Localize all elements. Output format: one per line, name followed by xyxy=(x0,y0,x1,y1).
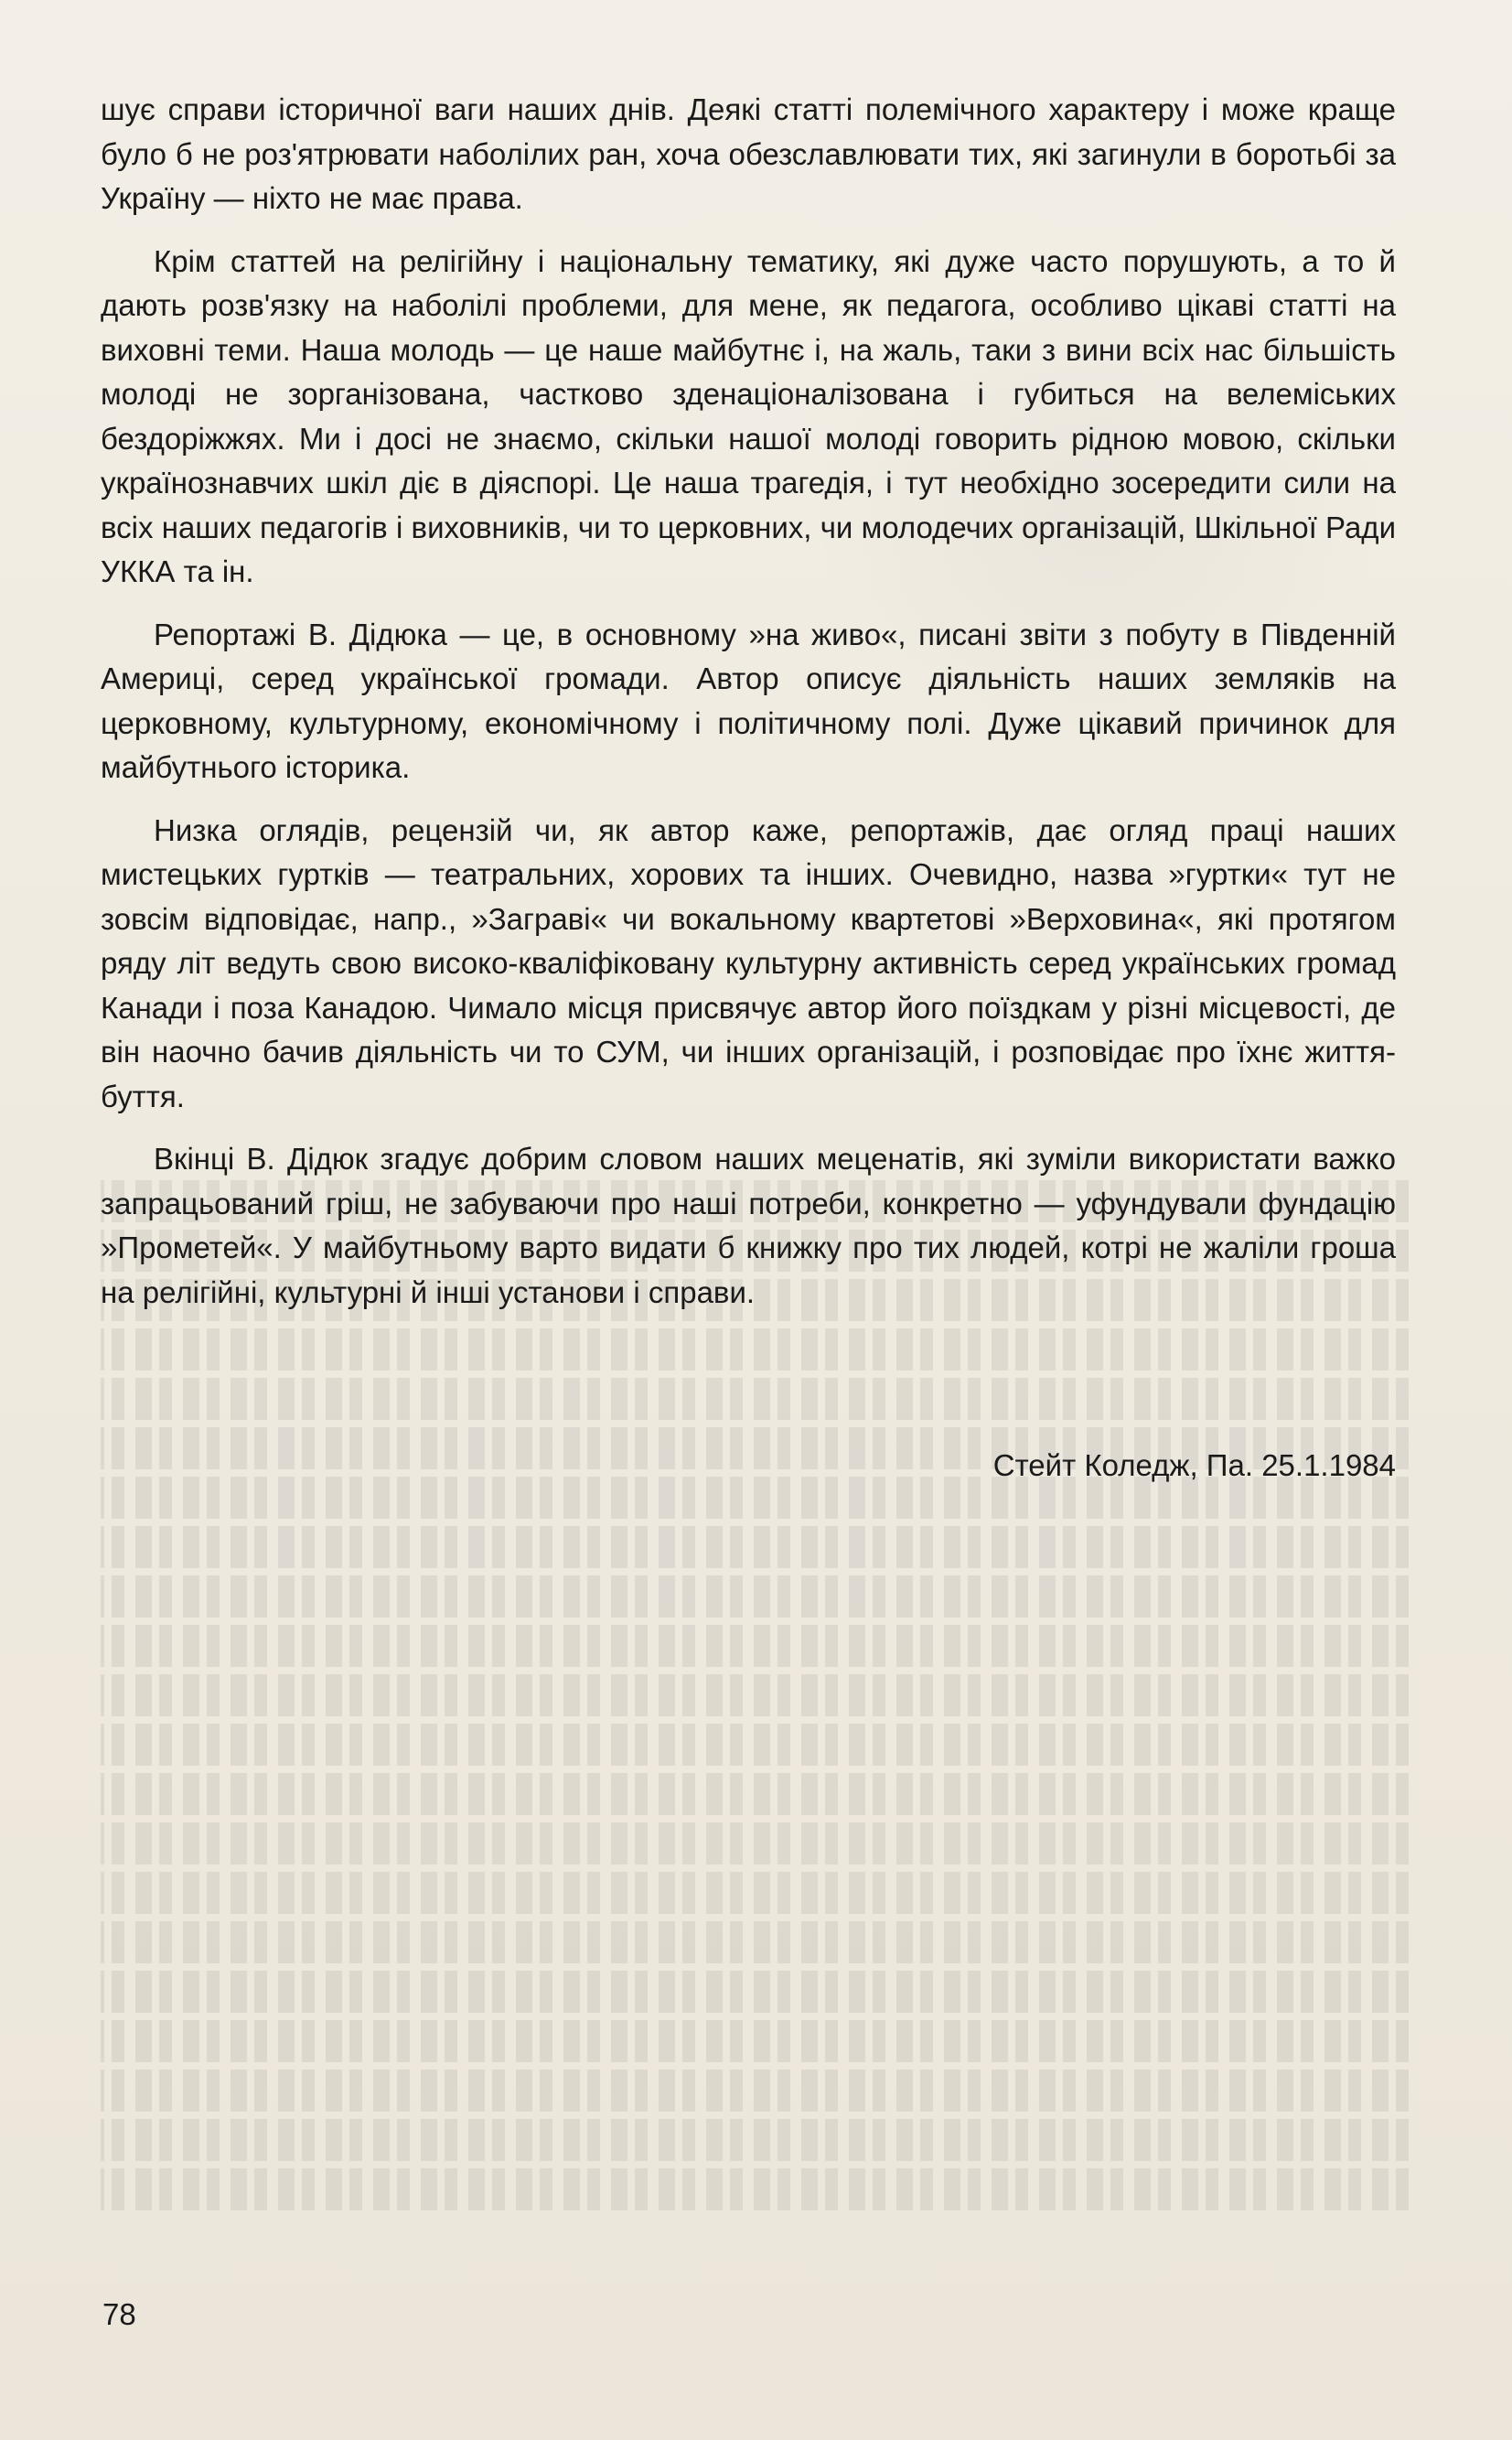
paragraph-religion-education: Крім статтей на релігійну і національну тематику, які дуже часто порушують, а то й дають розв'язку на наболілі проблеми, для мене, як педагога, особливо цікаві статті на виховні теми. Наша молодь — це наше майбутнє і, на жаль, таки з вини всіх нас більшість молоді не зорганізована, частково зденаціоналізована і губиться на велеміських бездоріжжях. Ми і досі не знаємо, скільки нашої молоді говорить рідною мовою, скільки українознавчих шкіл діє в діяспорі. Це наша трагедія, і тут необхідно зосередити сили на всіх наших педагогів і виховників, чи то церковних, чи молодечих організацій, Шкільної Ради УККА та ін. xyxy=(101,243,1396,588)
paragraph-patrons: Вкінці В. Дідюк згадує добрим словом наших меценатів, які зуміли використати важко запрацьований гріш, не забуваючи про наші потреби, конкретно — уфундували фундацію »Прометей«. У майбутньому варто видати б книжку про тих людей, котрі не жаліли гроша на релігійні, культурні й інші установи і справи. xyxy=(101,1142,1396,1309)
paragraph-continued: шує справи історичної ваги наших днів. Деякі статті полемічного характеру і може краще було б не роз'ятрювати наболілих ран, хоча обезславлювати тих, які загинули в боротьбі за Україну — ніхто не має права. xyxy=(101,92,1396,215)
paragraph-reviews: Низка оглядів, рецензій чи, як автор каже, репортажів, дає огляд праці наших мистецьких гуртків — театральних, хорових та інших. Очевидно, назва »гуртки« тут не зовсім відповідає, напр., »Заграві« чи вокальному квартетові »Верховина«, які протягом ряду літ ведуть свою високо-кваліфіковану культурну активність серед українських громад Канади і поза Канадою. Чимало місця присвячує автор його поїздкам у різні місцевості, де він наочно бачив діяльність чи то СУМ, чи інших організацій, і розповідає про їхнє життя-буття. xyxy=(101,812,1396,1113)
paragraph-reports: Репортажі В. Дідюка — це, в основному »на живо«, писані звіти з побуту в Південній Америці, серед української громади. Автор описує діяльність наших земляків на церковному, культурному, економічному і політичному полі. Дуже цікавий причинок для майбутнього історика. xyxy=(101,617,1396,784)
bleed-through-text xyxy=(101,1180,1409,2278)
page-number: 78 xyxy=(102,2297,136,2331)
article-body xyxy=(101,88,1396,1333)
place-date-signature: Стейт Коледж, Па. 25.1.1984 xyxy=(992,1448,1396,1482)
